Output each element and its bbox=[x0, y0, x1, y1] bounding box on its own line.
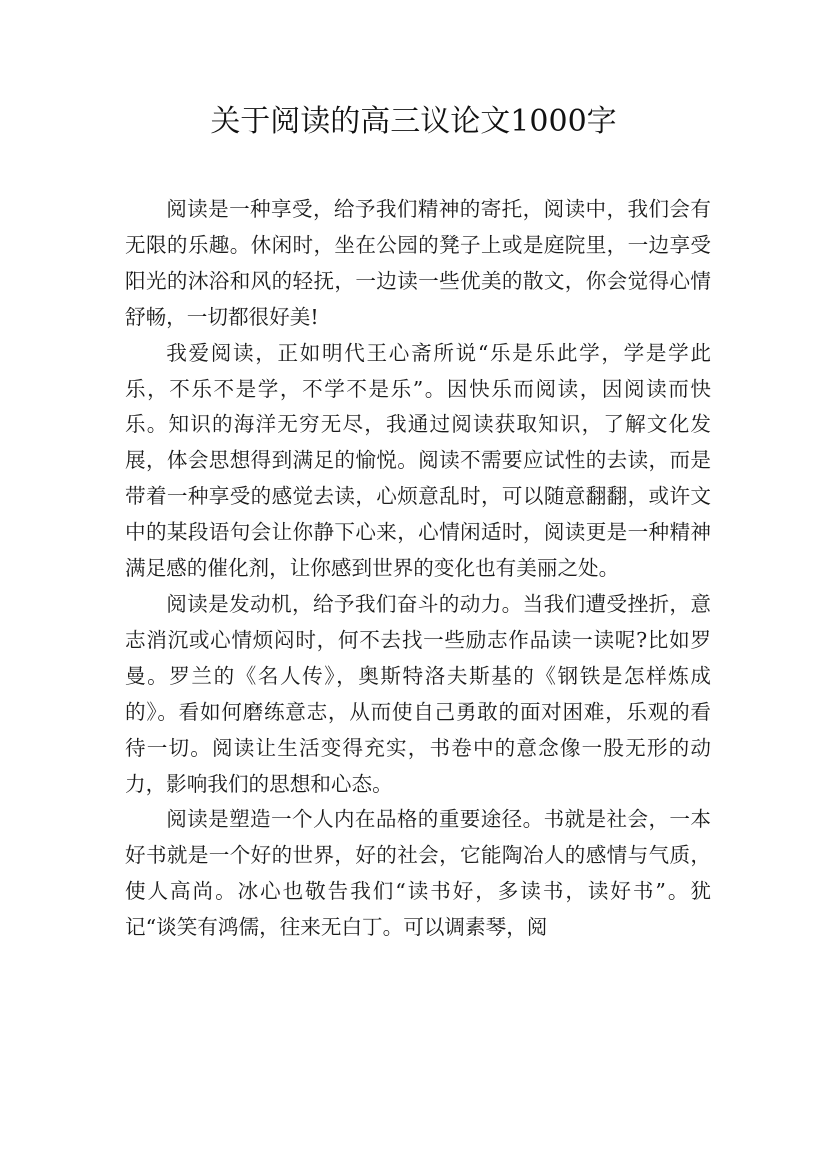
paragraph: 我爱阅读，正如明代王心斋所说“乐是乐此学，学是学此乐，不乐不是学，不学不是乐”。因快乐而阅读，因阅读而快乐。知识的海洋无穷无尽，我通过阅读获取知识，了解文化发展，体会思想得到满足的愉悦。阅读不需要应试性的去读，而是带着一种享受的感觉去读，心烦意乱时，可以随意翻翻，或许文中的某段语句会让你静下心来，心情闲适时，阅读更是一种精神满足感的催化剂，让你感到世界的变化也有美丽之处。 bbox=[125, 340, 711, 581]
paragraph: 阅读是发动机，给予我们奋斗的动力。当我们遭受挫折，意志消沉或心情烦闷时，何不去找一些励志作品读一读呢?比如罗曼。罗兰的《名人传》，奥斯特洛夫斯基的《钢铁是怎样炼成的》。看如何磨练意志，从而使自己勇敢的面对困难，乐观的看待一切。阅读让生活变得充实，书卷中的意念像一股无形的动力，影响我们的思想和心态。 bbox=[125, 591, 711, 796]
paragraph: 阅读是塑造一个人内在品格的重要途径。书就是社会，一本好书就是一个好的世界，好的社会，它能陶冶人的感情与气质，使人高尚。冰心也敬告我们“读书好，多读书，读好书”。犹记“谈笑有鸿儒，往来无白丁。可以调素琴，阅 bbox=[125, 807, 711, 940]
document-title: 关于阅读的高三议论文1000字 bbox=[210, 104, 617, 139]
document-body bbox=[125, 192, 711, 946]
paragraph: 阅读是一种享受，给予我们精神的寄托，阅读中，我们会有无限的乐趣。休闲时，坐在公园的凳子上或是庭院里，一边享受阳光的沐浴和风的轻抚，一边读一些优美的散文，你会觉得心情舒畅，一切都很好美! bbox=[125, 197, 711, 329]
